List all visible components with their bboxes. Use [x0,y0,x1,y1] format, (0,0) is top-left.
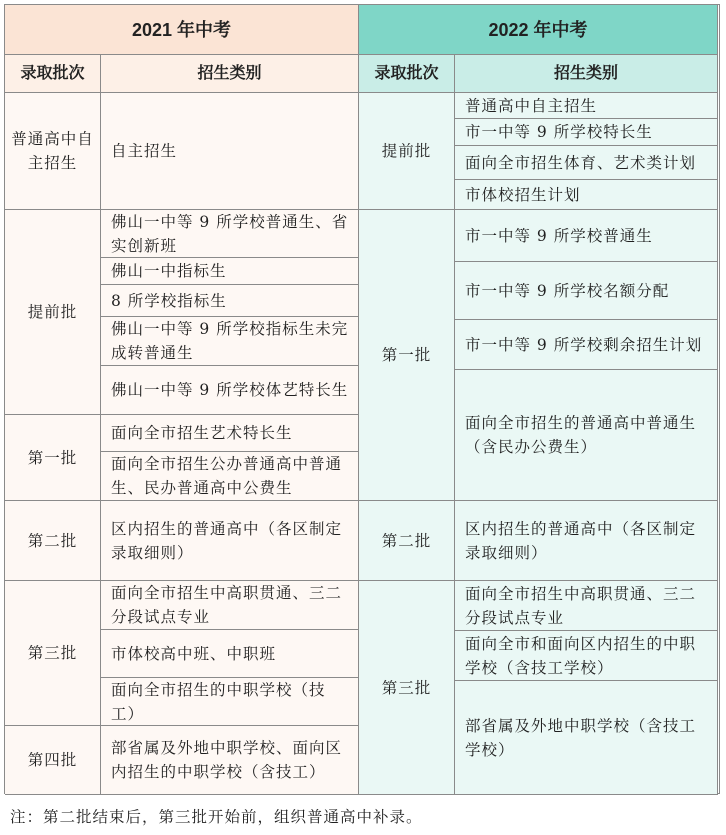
batch-2022-second: 第二批 [359,501,455,581]
category-item: 佛山一中等 9 所学校体艺特长生 [101,366,359,415]
batch-2021-second: 第二批 [5,501,101,581]
batch-2021-early: 提前批 [5,210,101,415]
header-batch-2021: 录取批次 [5,55,101,93]
category-item: 佛山一中指标生 [101,258,359,285]
category-item: 面向全市招生体育、艺术类计划 [455,146,718,180]
category-item: 市体校招生计划 [455,180,718,210]
category-item: 部省属及外地中职学校、面向区内招生的中职学校（含技工） [101,726,359,795]
category-item: 面向全市招生中高职贯通、三二分段试点专业 [455,581,718,631]
category-item: 市一中等 9 所学校特长生 [455,119,718,146]
category-item: 普通高中自主招生 [455,93,718,119]
year-2022-section [359,5,718,793]
header-category-2022: 招生类别 [455,55,718,93]
batch-2022-early: 提前批 [359,93,455,210]
category-item: 面向全市招生的中职学校（技工） [101,678,359,726]
category-item: 面向全市招生中高职贯通、三二分段试点专业 [101,581,359,630]
category-item: 佛山一中等 9 所学校普通生、省实创新班 [101,210,359,258]
batch-2021-fourth: 第四批 [5,726,101,795]
category-item: 自主招生 [101,93,359,210]
year-2021-section [5,5,359,793]
batch-2022-first: 第一批 [359,210,455,501]
year-2021-title: 2021 年中考 [5,5,359,55]
category-item: 市一中等 9 所学校普通生 [455,210,718,262]
category-item: 面向全市招生公办普通高中普通生、民办普通高中公费生 [101,452,359,501]
category-item: 区内招生的普通高中（各区制定录取细则） [455,501,718,581]
category-item: 市体校高中班、中职班 [101,630,359,678]
category-item: 市一中等 9 所学校名额分配 [455,262,718,320]
batch-2021-first: 第一批 [5,415,101,501]
year-2022-title: 2022 年中考 [359,5,718,55]
category-item: 8 所学校指标生 [101,285,359,317]
category-item: 佛山一中等 9 所学校指标生未完成转普通生 [101,317,359,366]
category-item: 面向全市招生的普通高中普通生（含民办公费生） [455,370,718,501]
category-item: 市一中等 9 所学校剩余招生计划 [455,320,718,370]
category-item: 面向全市招生艺术特长生 [101,415,359,452]
footnote: 注：第二批结束后，第三批开始前，组织普通高中补录。 [10,808,423,826]
category-item: 部省属及外地中职学校（含技工学校） [455,681,718,795]
batch-2021-third: 第三批 [5,581,101,726]
batch-2021-autonomous: 普通高中自主招生 [5,93,101,210]
batch-2022-third: 第三批 [359,581,455,795]
header-batch-2022: 录取批次 [359,55,455,93]
header-category-2021: 招生类别 [101,55,359,93]
admission-comparison-table [4,4,720,794]
category-item: 面向全市和面向区内招生的中职学校（含技工学校） [455,631,718,681]
category-item: 区内招生的普通高中（各区制定录取细则） [101,501,359,581]
